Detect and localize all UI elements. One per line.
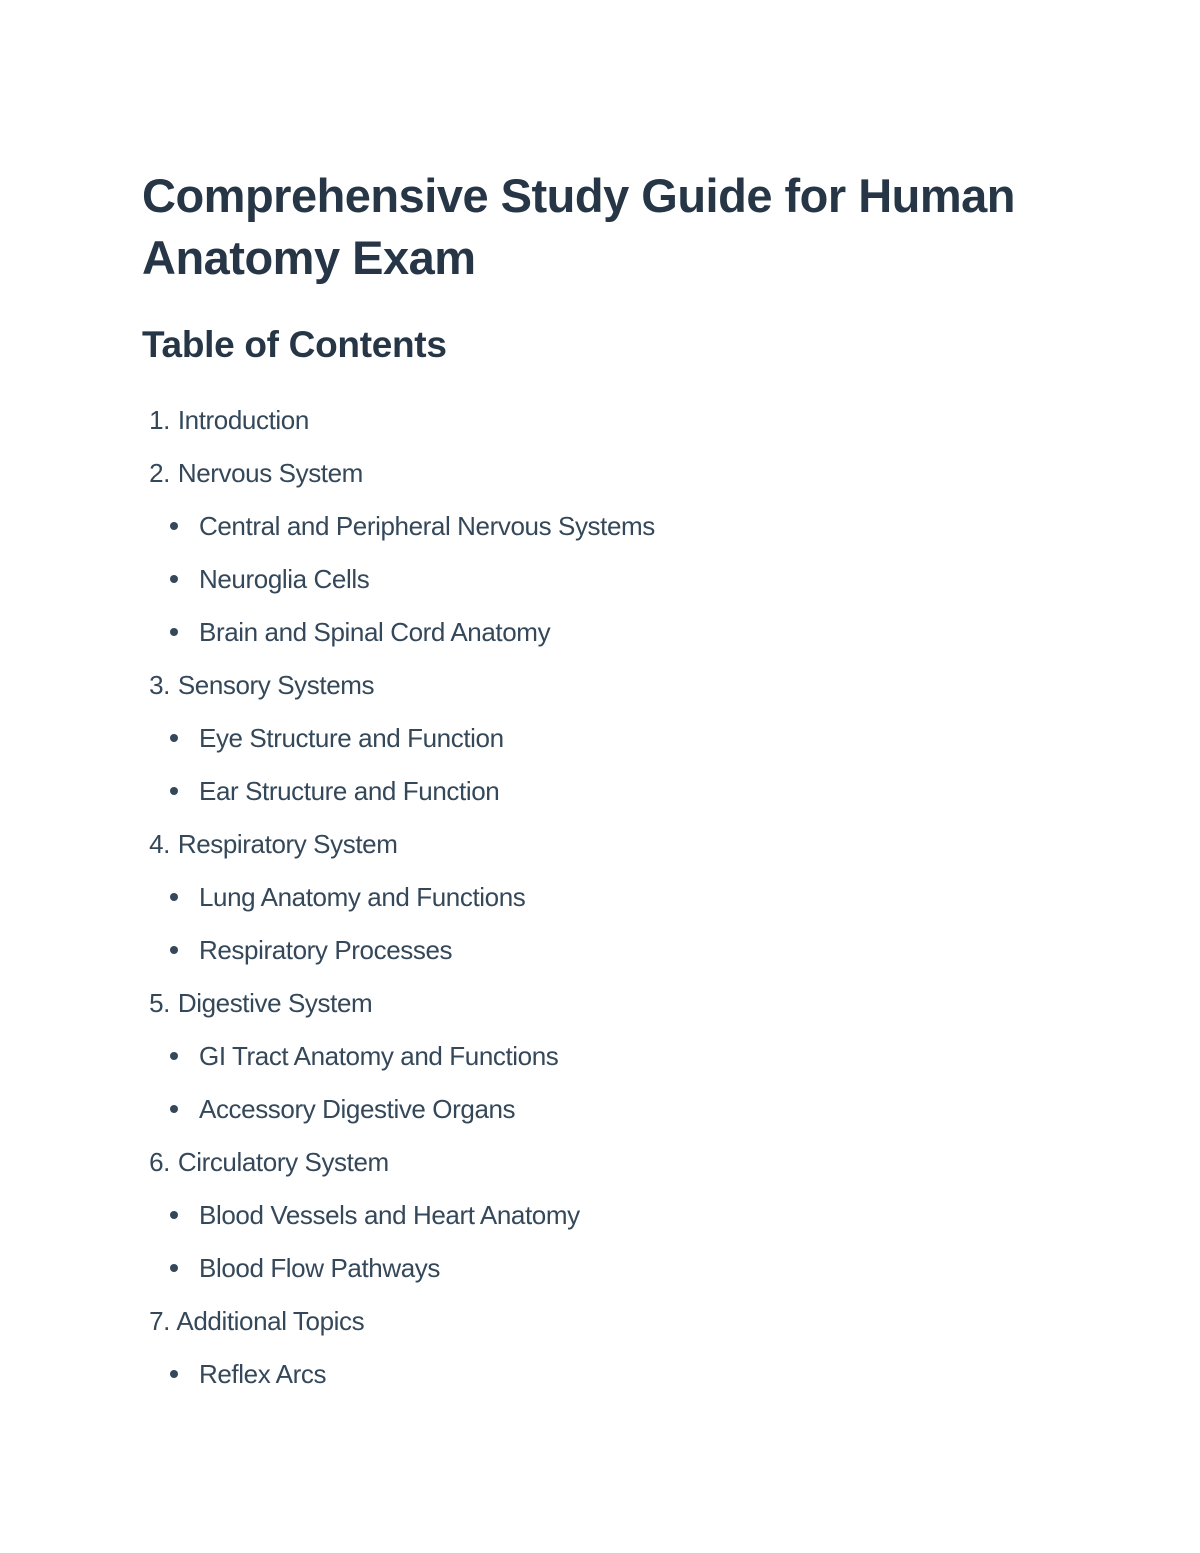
document-title: Comprehensive Study Guide for Human Anatomy Exam xyxy=(142,169,1016,284)
toc-item-number: 2. xyxy=(149,458,170,488)
bullet-icon xyxy=(170,946,178,954)
toc-item-label: Additional Topics xyxy=(171,1306,365,1336)
toc-item xyxy=(142,447,1102,500)
toc-subitem xyxy=(142,765,1102,818)
toc-subitem xyxy=(142,924,1102,977)
toc-item-number: 7. xyxy=(149,1306,170,1336)
toc-subitem xyxy=(142,606,1102,659)
toc-item xyxy=(142,1295,1102,1348)
toc-item-number: 3. xyxy=(149,670,170,700)
bullet-icon xyxy=(170,575,178,583)
bullet-icon xyxy=(170,628,178,636)
toc-item-number: 1. xyxy=(149,405,170,435)
toc-subitem xyxy=(142,1242,1102,1295)
toc-subitem-label: Brain and Spinal Cord Anatomy xyxy=(199,617,551,647)
bullet-icon xyxy=(170,734,178,742)
toc-item-number: 4. xyxy=(149,829,170,859)
table-of-contents xyxy=(142,394,1102,1401)
toc-subitem-label: Central and Peripheral Nervous Systems xyxy=(199,511,655,541)
toc-subitem xyxy=(142,500,1102,553)
toc-subitem xyxy=(142,553,1102,606)
toc-item-number: 5. xyxy=(149,988,170,1018)
toc-subitem-label: Respiratory Processes xyxy=(199,935,453,965)
toc-subitem-label: Lung Anatomy and Functions xyxy=(199,882,526,912)
bullet-icon xyxy=(170,522,178,530)
toc-item-label: Digestive System xyxy=(171,988,373,1018)
bullet-icon xyxy=(170,1105,178,1113)
toc-subitem-label: Neuroglia Cells xyxy=(199,564,370,594)
toc-subitem xyxy=(142,1348,1102,1401)
bullet-icon xyxy=(170,893,178,901)
toc-heading: Table of Contents xyxy=(142,324,447,365)
toc-item-label: Sensory Systems xyxy=(171,670,375,700)
toc-subitem-label: Blood Vessels and Heart Anatomy xyxy=(199,1200,580,1230)
toc-item-number: 6. xyxy=(149,1147,170,1177)
bullet-icon xyxy=(170,787,178,795)
document-page xyxy=(142,165,1102,1401)
toc-subitem xyxy=(142,1083,1102,1136)
toc-subitem-label: Blood Flow Pathways xyxy=(199,1253,440,1283)
toc-item xyxy=(142,659,1102,712)
toc-item xyxy=(142,1136,1102,1189)
toc-subitem-label: Accessory Digestive Organs xyxy=(199,1094,516,1124)
toc-subitem-label: Eye Structure and Function xyxy=(199,723,504,753)
toc-subitem-label: GI Tract Anatomy and Functions xyxy=(199,1041,559,1071)
bullet-icon xyxy=(170,1264,178,1272)
toc-subitem-label: Ear Structure and Function xyxy=(199,776,500,806)
toc-item-label: Nervous System xyxy=(171,458,363,488)
toc-subitem xyxy=(142,1189,1102,1242)
toc-item-label: Circulatory System xyxy=(171,1147,389,1177)
bullet-icon xyxy=(170,1211,178,1219)
toc-item-label: Introduction xyxy=(171,405,309,435)
toc-subitem-label: Reflex Arcs xyxy=(199,1359,327,1389)
toc-subitem xyxy=(142,871,1102,924)
toc-item xyxy=(142,394,1102,447)
bullet-icon xyxy=(170,1052,178,1060)
toc-subitem xyxy=(142,712,1102,765)
toc-subitem xyxy=(142,1030,1102,1083)
toc-item xyxy=(142,818,1102,871)
toc-item-label: Respiratory System xyxy=(171,829,398,859)
bullet-icon xyxy=(170,1370,178,1378)
toc-item xyxy=(142,977,1102,1030)
